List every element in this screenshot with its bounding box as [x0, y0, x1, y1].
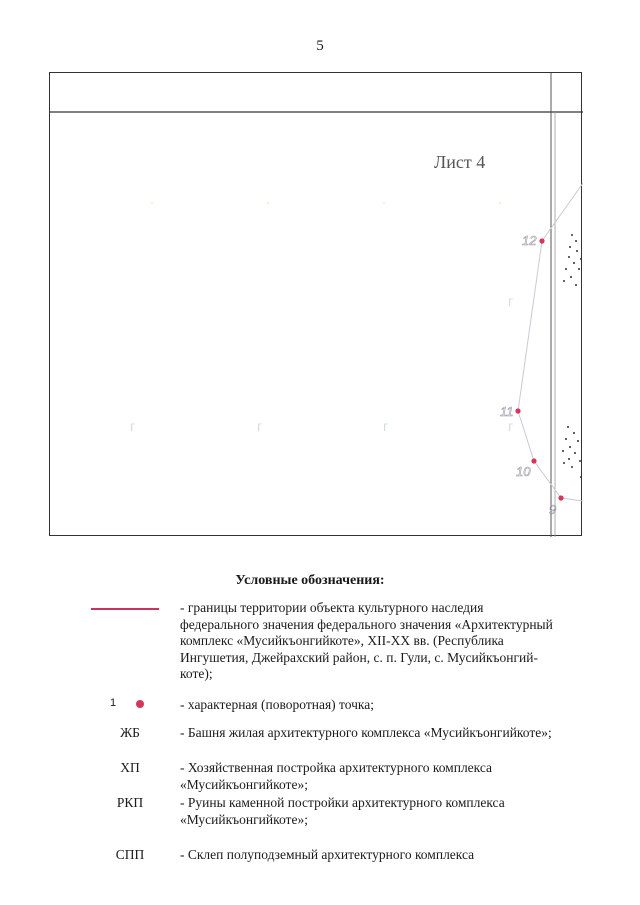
- grid-mark: г: [508, 293, 514, 309]
- point-9-label: 9: [549, 502, 557, 517]
- grid-ticks: [50, 202, 501, 204]
- legend-boundary-text: - границы территории объекта культурного наследия федерального значения федерального значения «Архитектурный комплекс «Мусийкъонгийкоте», XII-XX вв. (Республика Ингушетия, Джейрахский район, с. п. Гули, с. Мусийкъонгий-коте);: [180, 600, 553, 681]
- boundary-line-sample: [91, 608, 159, 610]
- point-12-marker: [539, 238, 544, 243]
- point-12-label: 12: [522, 233, 537, 248]
- grid-mark: г: [130, 418, 136, 434]
- legend-code-zhb: ЖБ: [120, 725, 140, 740]
- boundary-line-tail: [561, 498, 583, 501]
- legend-code-khp: ХП: [120, 760, 140, 775]
- legend-code-rkp: РКП: [116, 795, 144, 810]
- legend-text-spp: - Склеп полуподземный архитектурного комплекса: [180, 847, 475, 862]
- page-number: 5: [316, 38, 324, 54]
- grid-mark: г: [508, 418, 514, 434]
- point-10-marker: [531, 458, 536, 463]
- legend-title: Условные обозначения:: [235, 573, 385, 588]
- map-drawing: [50, 73, 583, 537]
- point-11-marker: [515, 408, 520, 413]
- map-frame: [49, 72, 582, 536]
- legend-text-zhb: - Башня жилая архитектурного комплекса «Мусийкъонгийкоте»;: [180, 725, 552, 740]
- legend-text-rkp: - Руины каменной постройки архитектурного комплекса «Мусийкъонгийкоте»;: [180, 795, 505, 827]
- sheet-label: Лист 4: [434, 152, 486, 172]
- point-9-marker: [558, 495, 563, 500]
- grid-mark: г: [383, 418, 389, 434]
- legend-point-text: - характерная (поворотная) точка;: [180, 697, 375, 712]
- legend-code-spp: СПП: [115, 847, 145, 862]
- point-11-label: 11: [500, 404, 514, 419]
- point-sample-dot: [136, 700, 144, 708]
- legend-text-khp: - Хозяйственная постройка архитектурного комплекса «Мусийкъонгийкоте»;: [180, 760, 493, 792]
- grid-mark: г: [257, 418, 263, 434]
- point-sample-number: 1: [110, 697, 117, 709]
- building-dots: [562, 234, 582, 478]
- point-10-label: 10: [516, 464, 531, 479]
